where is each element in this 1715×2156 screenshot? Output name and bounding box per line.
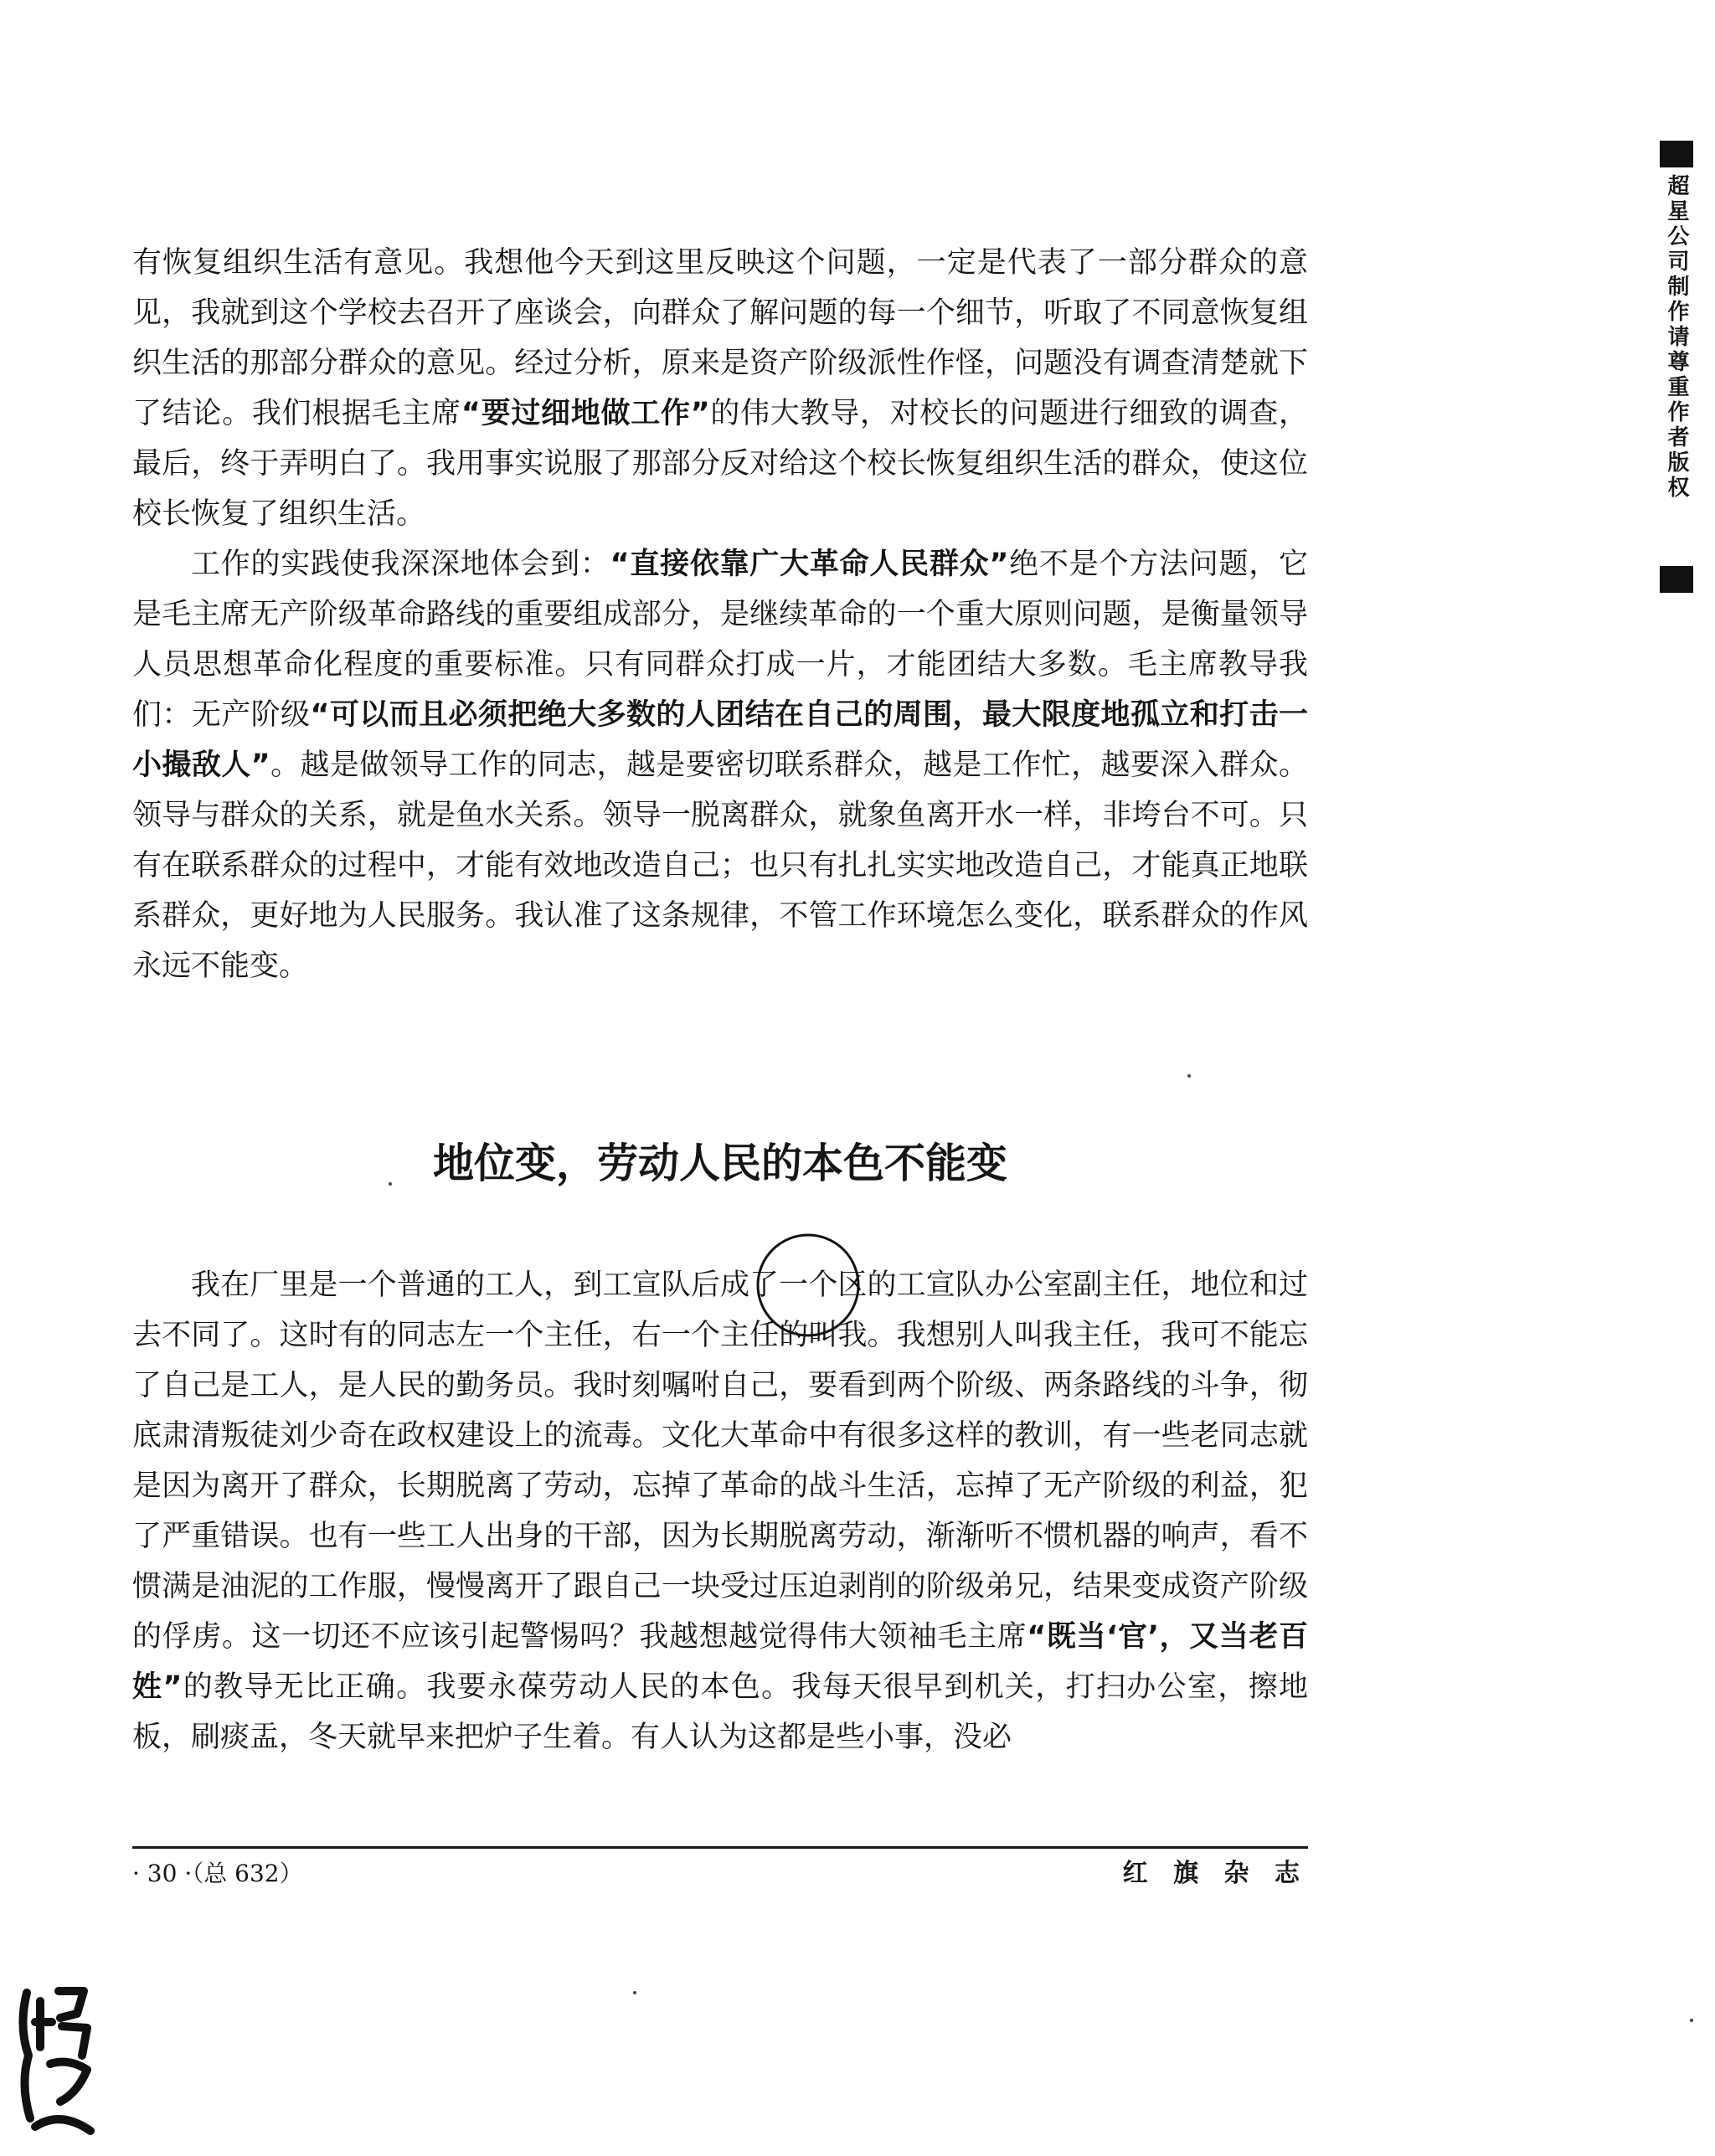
paragraph-3 (132, 1260, 1308, 1762)
circle-mark-icon (754, 1231, 863, 1340)
paragraph-2-start: 工作的实践使我深深地体会到： (191, 548, 610, 581)
quote-4: “既当‘官’，又当老百姓” (132, 1620, 1308, 1704)
text-block-1 (132, 238, 1308, 991)
text-block-2 (132, 1260, 1308, 1762)
footer-journal-name: 红 旗 杂 志 (1122, 1859, 1308, 1888)
paragraph-2-end: 。越是做领导工作的同志，越是要密切联系群众，越是工作忙，越要深入群众。领导与群众的关系，就是鱼水关系。领导一脱离群众，就象鱼离开水一样，非垮台不可。只有在联系群众的过程中，才能有效地改造自己；也只有扎扎实实地改造自己，才能真正地联系群众，更好地为人民服务。我认准了这条规律，不管工作环境怎么变化，联系群众的作风永远不能变。 (132, 749, 1308, 983)
paragraph-3-text: 我在厂里是一个普通的工人，到工宣队后成了一个区的工宣队办公室副主任，地位和过去不同了。这时有的同志左一个主任，右一个主任的叫我。我想别人叫我主任，我可不能忘了自己是工人，是人民的勤务员。我时刻嘱咐自己，要看到两个阶级、两条路线的斗争，彻底肃清叛徒刘少奇在政权建设上的流毒。文化大革命中有很多这样的教训，有一些老同志就是因为离开了群众，长期脱离了劳动，忘掉了革命的战斗生活，忘掉了无产阶级的利益，犯了严重错误。也有一些工人出身的干部，因为长期脱离劳动，渐渐听不惯机器的响声，看不惯满是油泥的工作服，慢慢离开了跟自己一块受过压迫剥削的阶级弟兄，结果变成资产阶级的俘虏。这一切还不应该引起警惕吗？我越想越觉得伟大领袖毛主席 (132, 1268, 1308, 1654)
paragraph-1 (132, 238, 1308, 539)
footer-rule (132, 1846, 1308, 1849)
paragraph-1-end: 的伟大教导，对校长的问题进行细致的调查，最后，终于弄明白了。我用事实说服了那部分反对给这个校长恢复组织生活的群众，使这位校长恢复了组织生活。 (132, 397, 1308, 531)
scan-speck (1690, 2019, 1693, 2022)
side-bar-top-mark (1660, 141, 1693, 167)
paragraph-3-end: 的教导无比正确。我要永葆劳动人民的本色。我每天很早到机关，打扫办公室，擦地板，刷痰盂，冬天就早来把炉子生着。有人认为这都是些小事，没必 (132, 1670, 1308, 1754)
side-bar-bottom-mark (1660, 566, 1693, 593)
section-heading: 地位变，劳动人民的本色不能变 (432, 1140, 1007, 1187)
footer-page-number: · 30 ·（总 632） (132, 1860, 303, 1887)
scan-speck (633, 1991, 636, 1994)
scan-speck (389, 1182, 392, 1186)
quote-1: “要过细地做工作” (461, 397, 710, 430)
paragraph-1-text: 有恢复组织生活有意见。我想他今天到这里反映这个问题，一定是代表了一部分群众的意见，我就到这个学校去召开了座谈会，向群众了解问题的每一个细节，听取了不同意恢复组织生活的那部分群众的意见。经过分析，原来是资产阶级派性作怪，问题没有调查清楚就下了结论。我们根据毛主席 (132, 246, 1308, 430)
paragraph-2 (132, 539, 1308, 991)
side-watermark (1658, 141, 1698, 593)
paragraph-2-mid: 绝不是个方法问题，它是毛主席无产阶级革命路线的重要组成部分，是继续革命的一个重大原则问题，是衡量领导人员思想革命化程度的重要标准。只有同群众打成一片，才能团结大多数。毛主席教导我们：无产阶级 (132, 548, 1308, 732)
scan-speck (1187, 1074, 1191, 1078)
quote-2: “直接依靠广大革命人民群众” (610, 548, 1009, 581)
side-watermark-text: 超星公司制作请尊重作者版权 (1664, 174, 1689, 501)
quote-3: “可以而且必须把绝大多数的人团结在自己的周围，最大限度地孤立和打击一小撮敌人” (132, 698, 1308, 782)
corner-seal-logo-icon (10, 1976, 104, 2143)
